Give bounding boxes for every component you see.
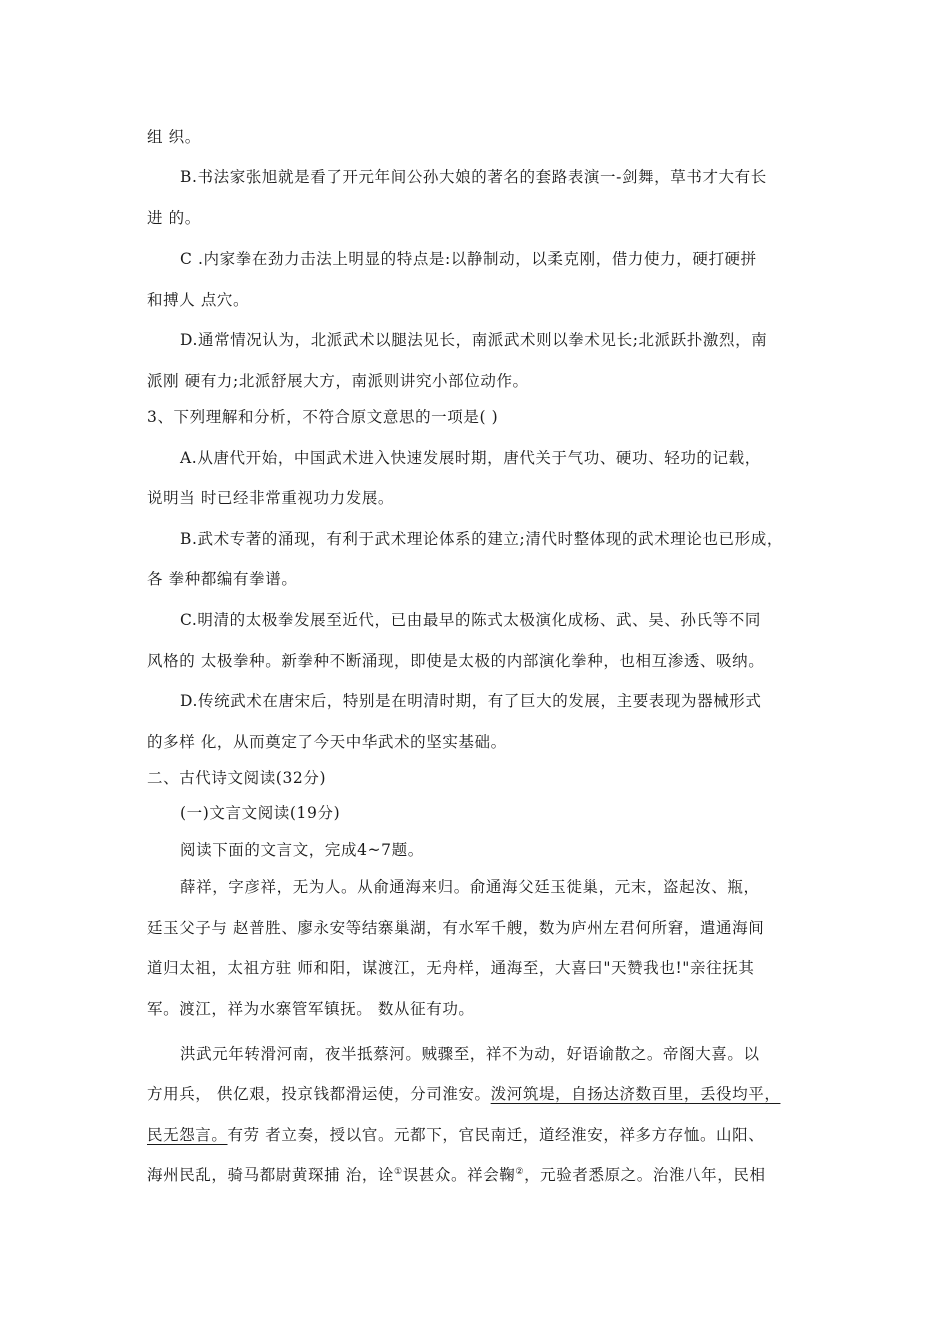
question-3-title: 3、下列理解和分析，不符合原文意思的一项是( ) <box>147 408 499 426</box>
option-d-line: D.通常情况认为，北派武术以腿法见长，南派武术则以拳术见长;北派跃扑激烈，南 <box>180 331 768 349</box>
passage-line: 廷玉父子与 赵普胜、廖永安等结寨巢湖，有水军千艘，数为庐州左君何所窘，遣通海间 <box>147 919 765 937</box>
option-a-line: A.从唐代开始，中国武术进入快速发展时期，唐代关于气功、硬功、轻功的记载， <box>180 449 761 467</box>
passage-text: 海州民乱，骑马都尉黄琛捕 治，诠 <box>147 1166 395 1184</box>
footnote-marker: ① <box>394 1167 403 1177</box>
option-b-line: B.书法家张旭就是看了开元年间公孙大娘的著名的套路表演一-剑舞，草书才大有长 <box>180 168 767 186</box>
section-2-heading: 二、古代诗文阅读(32分) <box>147 769 327 787</box>
text-line: 和搏人 点穴。 <box>147 291 250 309</box>
text-line: 派刚 硬有力;北派舒展大方，南派则讲究小部位动作。 <box>147 372 529 390</box>
passage-text: ，元验者悉原之。治淮八年，民相 <box>524 1166 766 1184</box>
text-line: 说明当 时已经非常重视功力发展。 <box>147 489 395 507</box>
underlined-text: 民无怨言。 <box>147 1126 228 1144</box>
subsection-heading: (一)文言文阅读(19分) <box>180 804 341 822</box>
passage-line <box>147 1084 780 1104</box>
text-line: 进 的。 <box>147 209 201 227</box>
text-line: 各 拳种都编有拳谱。 <box>147 570 298 588</box>
option-c-line: C.明清的太极拳发展至近代，已由最早的陈式太极演化成杨、武、吴、孙氏等不同 <box>180 611 761 629</box>
text-line: 组 织。 <box>147 128 201 146</box>
passage-line: 道归太祖，太祖方驻 师和阳，谋渡江，无舟样，通海至，大喜曰"天赞我也!"亲往抚其 <box>147 959 755 977</box>
instruction-line: 阅读下面的文言文，完成4~7题。 <box>180 841 424 859</box>
passage-line: 薛祥，字彦祥，无为人。从俞通海来归。俞通海父廷玉徙巢，元末，盗起汝、瓶， <box>180 878 760 896</box>
underlined-text: 泼河筑堤，自扬达济数百里，丢役均平， <box>490 1085 781 1103</box>
passage-text: 方用兵， 供亿艰，投京钱都滑运使，分司淮安。 <box>147 1085 491 1103</box>
passage-line <box>147 1125 764 1145</box>
passage-line: 洪武元年转滑河南，夜半抵蔡河。贼骤至，祥不为动，好语谕散之。帝阁大喜。以 <box>180 1045 760 1063</box>
option-b-line: B.武术专著的涌现，有利于武术理论体系的建立;清代时整体现的武术理论也已形成， <box>180 530 783 548</box>
passage-text: 有劳 者立奏，授以官。元都下，官民南迁，道经淮安，祥多方存恤。山阳、 <box>227 1126 765 1144</box>
footnote-marker: ② <box>515 1167 525 1177</box>
passage-line: 军。渡江，祥为水寨管军镇抚。 数从征有功。 <box>147 1000 475 1018</box>
passage-line <box>147 1165 766 1185</box>
option-c-line: C .内家拳在劲力击法上明显的特点是:以静制动，以柔克刚，借力使力，硬打硬拼 <box>180 250 757 268</box>
option-d-line: D.传统武术在唐宋后，特别是在明清时期，有了巨大的发展，主要表现为器械形式 <box>180 692 762 710</box>
text-line: 的多样 化，从而奠定了今天中华武术的坚实基础。 <box>147 733 507 751</box>
passage-text: 误甚众。祥会鞠 <box>402 1166 516 1184</box>
text-line: 风格的 太极拳种。新拳种不断涌现，即使是太极的内部演化拳种，也相互渗透、吸纳。 <box>147 652 765 670</box>
